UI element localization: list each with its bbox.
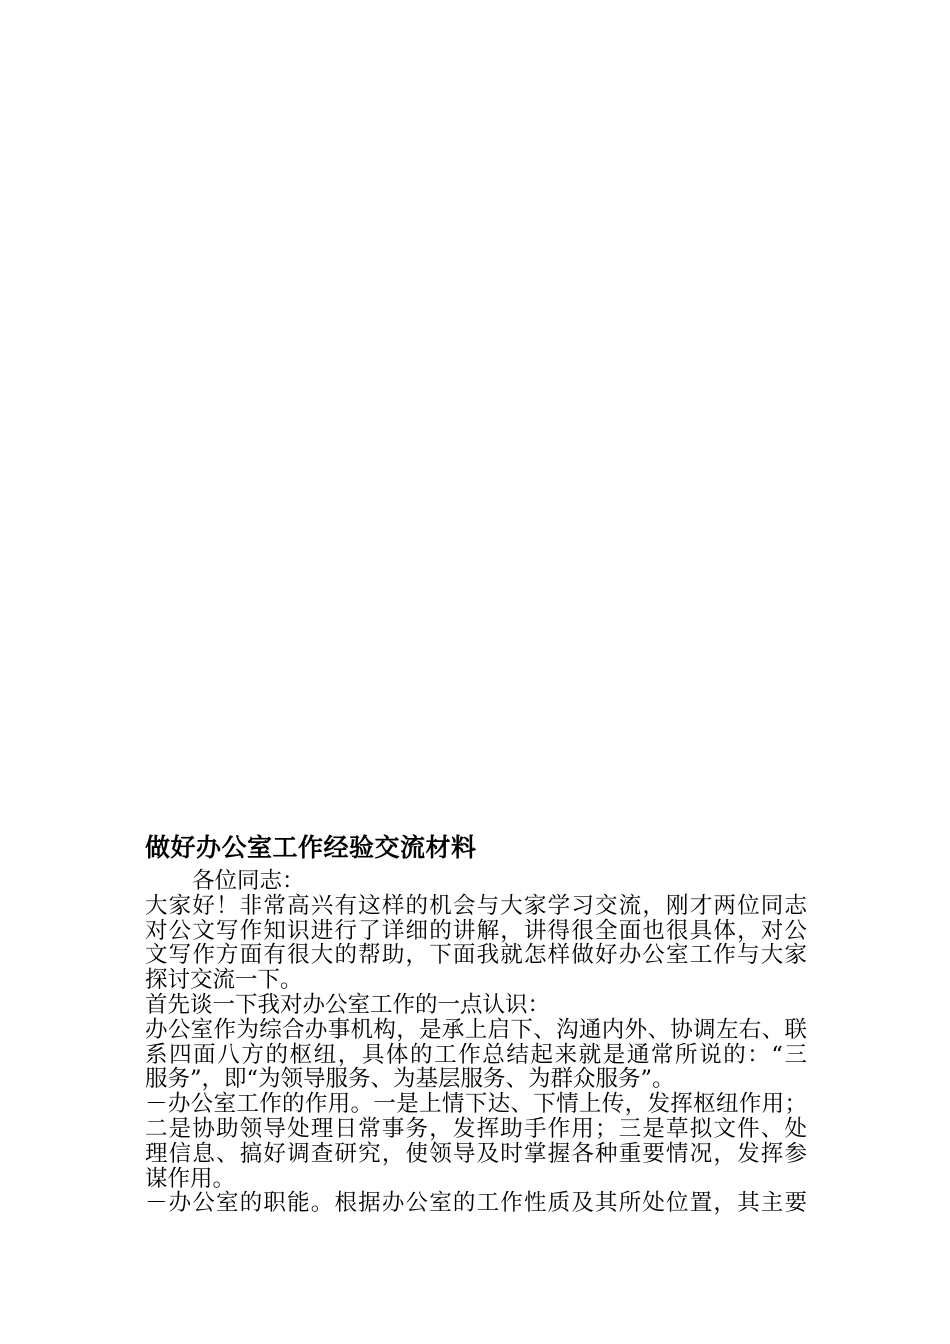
paragraph-line: 文写作方面有很大的帮助，下面我就怎样做好办公室工作与大家 — [145, 942, 807, 969]
paragraph-line: －办公室的职能。根据办公室的工作性质及其所处位置，其主要 — [145, 1190, 807, 1217]
paragraph-line: －办公室工作的作用。一是上情下达、下情上传，发挥枢纽作用； — [145, 1091, 807, 1118]
paragraph-line: 系四面八方的枢纽，具体的工作总结起来就是通常所说的：“三 — [145, 1041, 807, 1068]
document-title: 做好办公室工作经验交流材料 — [145, 833, 477, 862]
paragraph-line: 理信息、搞好调查研究，使领导及时掌握各种重要情况，发挥参 — [145, 1140, 807, 1167]
paragraph-line: 办公室作为综合办事机构，是承上启下、沟通内外、协调左右、联 — [145, 1016, 807, 1043]
paragraph-line: 二是协助领导处理日常事务，发挥助手作用；三是草拟文件、处 — [145, 1115, 807, 1142]
paragraph-line: 谋作用。 — [145, 1165, 236, 1192]
salutation: 各位同志： — [192, 868, 305, 894]
paragraph-line: 对公文写作知识进行了详细的讲解，讲得很全面也很具体，对公 — [145, 917, 807, 944]
paragraph-line: 服务”，即“为领导服务、为基层服务、为群众服务”。 — [145, 1066, 675, 1093]
document-body — [145, 828, 807, 1216]
paragraph-line: 首先谈一下我对办公室工作的一点认识： — [145, 991, 551, 1018]
paragraph-line: 大家好！非常高兴有这样的机会与大家学习交流，刚才两位同志 — [145, 892, 807, 919]
paragraph-line: 探讨交流一下。 — [145, 967, 303, 994]
